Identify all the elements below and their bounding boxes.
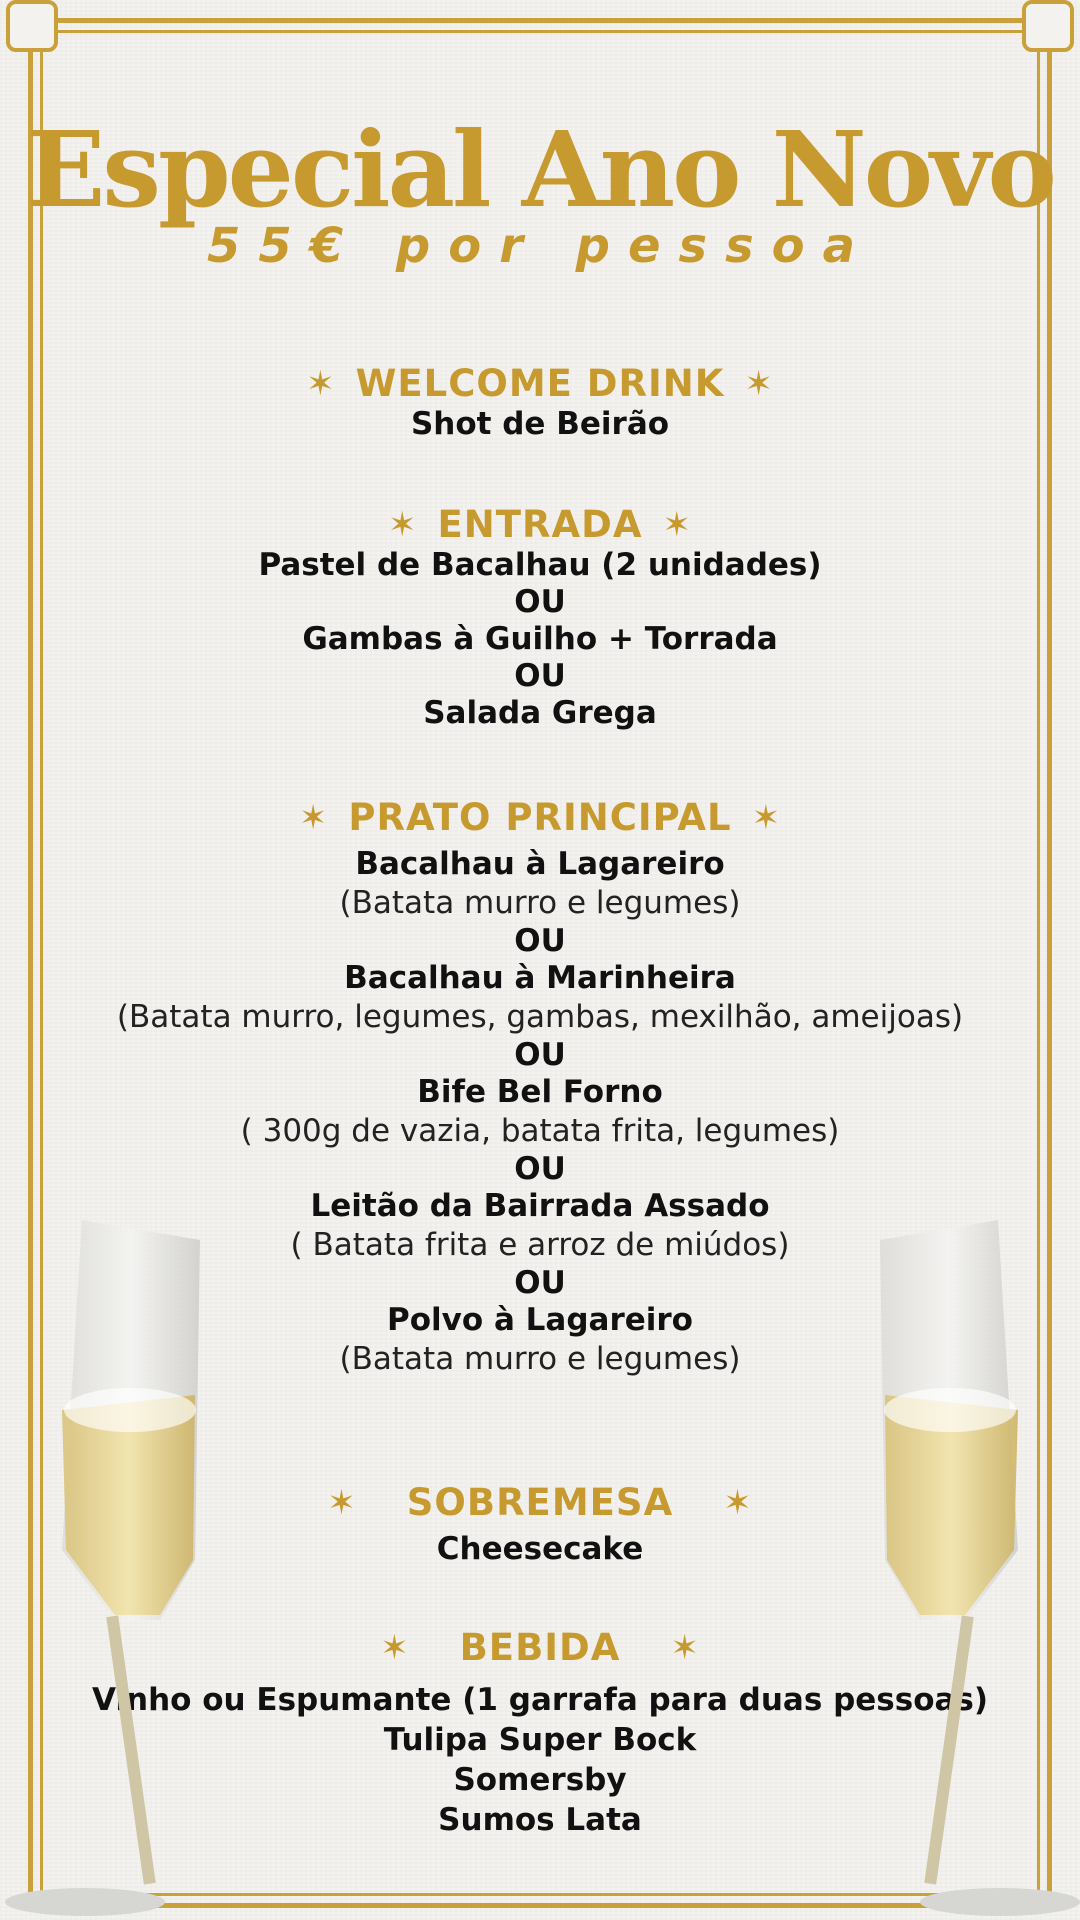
- section-welcome-drink: [60, 362, 1020, 443]
- section-title: ✶ SOBREMESA ✶: [327, 1481, 753, 1524]
- dish-name: Bife Bel Forno: [417, 1074, 663, 1110]
- section-title: ✶ PRATO PRINCIPAL ✶: [298, 796, 782, 839]
- or-separator: OU: [514, 1265, 566, 1301]
- menu-item: Tulipa Super Bock: [383, 1722, 697, 1758]
- sparkle-icon: ✶: [751, 798, 782, 838]
- section-title: ✶ BEBIDA ✶: [380, 1626, 700, 1669]
- dish-description: (Batata murro e legumes): [339, 885, 741, 921]
- section-title: ✶ WELCOME DRINK ✶: [306, 362, 774, 405]
- sparkle-icon: ✶: [306, 364, 336, 404]
- sparkle-icon: ✶: [662, 505, 692, 545]
- sparkle-icon: ✶: [380, 1628, 410, 1668]
- sparkle-icon: ✶: [744, 364, 774, 404]
- section-title: ✶ ENTRADA ✶: [388, 503, 692, 546]
- frame-corner-ornament: [1022, 0, 1074, 52]
- frame-corner-ornament: [6, 0, 58, 52]
- or-separator: OU: [514, 923, 566, 959]
- sparkle-icon: ✶: [298, 798, 329, 838]
- menu-item: Cheesecake: [436, 1531, 644, 1567]
- dish-name: Bacalhau à Marinheira: [344, 960, 736, 996]
- dish-name: Bacalhau à Lagareiro: [355, 846, 725, 882]
- dish-description: (Batata murro, legumes, gambas, mexilhão, ameijoas): [116, 999, 964, 1035]
- dish-description: (Batata murro e legumes): [339, 1341, 741, 1377]
- or-separator: OU: [514, 1037, 566, 1073]
- or-separator: OU: [514, 1151, 566, 1187]
- dish-description: ( Batata frita e arroz de miúdos): [290, 1227, 790, 1263]
- menu-item: Shot de Beirão: [410, 406, 670, 442]
- menu-item: Salada Grega: [423, 695, 657, 731]
- dish-name: Leitão da Bairrada Assado: [310, 1188, 770, 1224]
- menu-title: Especial Ano Novo: [26, 108, 1054, 231]
- dish-name: Polvo à Lagareiro: [387, 1302, 693, 1338]
- section-entrada: [60, 503, 1020, 732]
- sparkle-icon: ✶: [723, 1483, 753, 1523]
- menu-item: Pastel de Bacalhau (2 unidades): [258, 547, 822, 583]
- dish-description: ( 300g de vazia, batata frita, legumes): [240, 1113, 840, 1149]
- menu-item: Gambas à Guilho + Torrada: [302, 621, 778, 657]
- menu-item: Vinho ou Espumante (1 garrafa para duas pessoas): [91, 1682, 989, 1718]
- sparkle-icon: ✶: [388, 505, 418, 545]
- champagne-glass-icon: [0, 1220, 230, 1920]
- sparkle-icon: ✶: [327, 1483, 357, 1523]
- or-separator: OU: [514, 658, 566, 694]
- price-per-person: 55€ por pessoa: [206, 218, 874, 274]
- champagne-glass-icon: [850, 1220, 1080, 1920]
- menu-item: Sumos Lata: [438, 1802, 642, 1838]
- menu-item: Somersby: [453, 1762, 627, 1798]
- or-separator: OU: [514, 584, 566, 620]
- sparkle-icon: ✶: [670, 1628, 700, 1668]
